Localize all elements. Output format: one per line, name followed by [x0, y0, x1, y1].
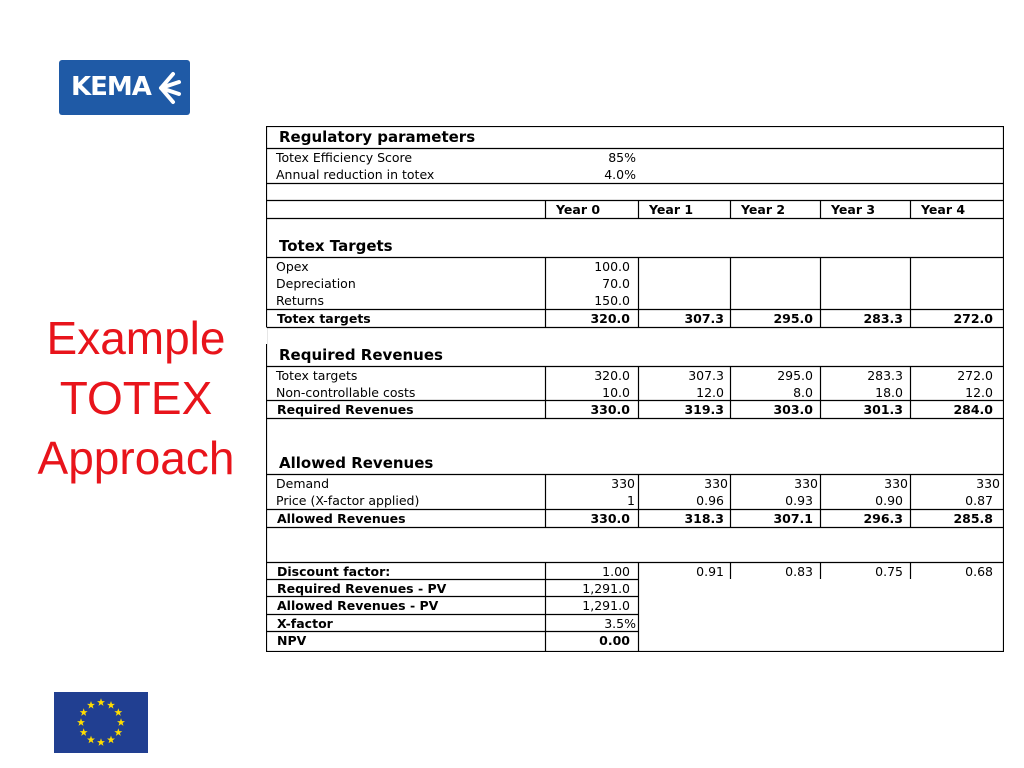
annual-reduction-label: Annual reduction in totex [276, 167, 435, 182]
price-label: Price (X-factor applied) [276, 493, 420, 508]
required-total-value: 284.0 [953, 402, 993, 417]
totex-total-value: 272.0 [953, 311, 993, 326]
opex-value: 100.0 [594, 259, 630, 274]
price-value: 0.93 [785, 493, 813, 508]
required-pv-value: 1,291.0 [582, 581, 630, 596]
eu-star-icon [87, 701, 95, 709]
required-totex-value: 283.3 [867, 368, 903, 383]
non-controllable-value: 10.0 [602, 385, 630, 400]
kema-logo [59, 60, 190, 115]
depreciation-label: Depreciation [276, 276, 356, 291]
price-value: 0.87 [965, 493, 993, 508]
discount-factor-value: 1.00 [602, 564, 630, 579]
demand-value: 330 [704, 476, 728, 491]
required-totex-value: 295.0 [777, 368, 813, 383]
required-total-value: 319.3 [684, 402, 724, 417]
allowed-total-value: 307.1 [773, 511, 813, 526]
allowed-total-value: 318.3 [684, 511, 724, 526]
year-header: Year 2 [741, 202, 786, 217]
kema-wave-icon [157, 68, 187, 108]
allowed-total-value: 285.8 [953, 511, 993, 526]
non-controllable-value: 12.0 [696, 385, 724, 400]
non-controllable-label: Non-controllable costs [276, 385, 416, 400]
discount-factor-label: Discount factor: [277, 564, 391, 579]
eu-star-icon [114, 728, 122, 736]
demand-value: 330 [794, 476, 818, 491]
npv-value: 0.00 [599, 633, 630, 648]
totex-total-value: 307.3 [684, 311, 724, 326]
price-value: 0.90 [875, 493, 903, 508]
demand-value: 330 [884, 476, 908, 491]
eu-star-icon [97, 698, 105, 706]
totex-spreadsheet [266, 126, 1004, 652]
kema-logo-text: KEMA [71, 72, 151, 102]
eu-star-icon [97, 738, 105, 746]
title-line-2: TOTEX [59, 372, 213, 424]
allowed-heading: Allowed Revenues [279, 454, 434, 472]
discount-factor-value: 0.68 [965, 564, 993, 579]
year-header: Year 1 [649, 202, 694, 217]
required-total-value: 303.0 [773, 402, 813, 417]
efficiency-score-label: Totex Efficiency Score [276, 150, 413, 165]
year-header: Year 0 [556, 202, 601, 217]
year-header: Year 4 [921, 202, 966, 217]
eu-star-icon [77, 718, 85, 726]
slide-title [0, 308, 272, 488]
required-heading: Required Revenues [279, 346, 443, 364]
demand-value: 330 [976, 476, 1000, 491]
price-value: 0.96 [696, 493, 724, 508]
annual-reduction-value: 4.0% [604, 167, 636, 182]
year-header: Year 3 [831, 202, 876, 217]
eu-star-icon [117, 718, 125, 726]
required-totex-value: 272.0 [957, 368, 993, 383]
returns-value: 150.0 [594, 293, 630, 308]
required-total-value: 301.3 [863, 402, 903, 417]
returns-label: Returns [276, 293, 324, 308]
non-controllable-value: 18.0 [875, 385, 903, 400]
allowed-pv-label: Allowed Revenues - PV [277, 598, 439, 613]
eu-star-icon [107, 701, 115, 709]
totex-total-value: 320.0 [590, 311, 630, 326]
required-totex-label: Totex targets [276, 368, 358, 383]
required-pv-label: Required Revenues - PV [277, 581, 447, 596]
x-factor-value: 3.5% [604, 616, 636, 631]
demand-value: 330 [611, 476, 635, 491]
price-value: 1 [627, 493, 635, 508]
efficiency-score-value: 85% [608, 150, 636, 165]
eu-star-icon [107, 736, 115, 744]
non-controllable-value: 12.0 [965, 385, 993, 400]
allowed-total-label: Allowed Revenues [277, 511, 406, 526]
allowed-total-value: 296.3 [863, 511, 903, 526]
opex-label: Opex [276, 259, 309, 274]
discount-factor-value: 0.83 [785, 564, 813, 579]
title-line-3: Approach [37, 432, 235, 484]
npv-label: NPV [277, 633, 307, 648]
totex-total-value: 295.0 [773, 311, 813, 326]
eu-star-icon [80, 708, 88, 716]
eu-star-icon [87, 736, 95, 744]
discount-factor-value: 0.91 [696, 564, 724, 579]
totex-total-label: Totex targets [277, 311, 371, 326]
discount-factor-value: 0.75 [875, 564, 903, 579]
totex-heading: Totex Targets [279, 237, 393, 255]
regulatory-heading: Regulatory parameters [279, 128, 476, 146]
demand-label: Demand [276, 476, 330, 491]
required-totex-value: 307.3 [688, 368, 724, 383]
eu-star-icon [114, 708, 122, 716]
eu-star-icon [80, 728, 88, 736]
allowed-pv-value: 1,291.0 [582, 598, 630, 613]
depreciation-value: 70.0 [602, 276, 630, 291]
totex-total-value: 283.3 [863, 311, 903, 326]
eu-stars-icon [54, 692, 148, 753]
title-line-1: Example [46, 312, 226, 364]
eu-flag [54, 692, 148, 753]
required-totex-value: 320.0 [594, 368, 630, 383]
x-factor-label: X-factor [277, 616, 333, 631]
non-controllable-value: 8.0 [793, 385, 813, 400]
allowed-total-value: 330.0 [590, 511, 630, 526]
required-total-value: 330.0 [590, 402, 630, 417]
required-total-label: Required Revenues [277, 402, 414, 417]
